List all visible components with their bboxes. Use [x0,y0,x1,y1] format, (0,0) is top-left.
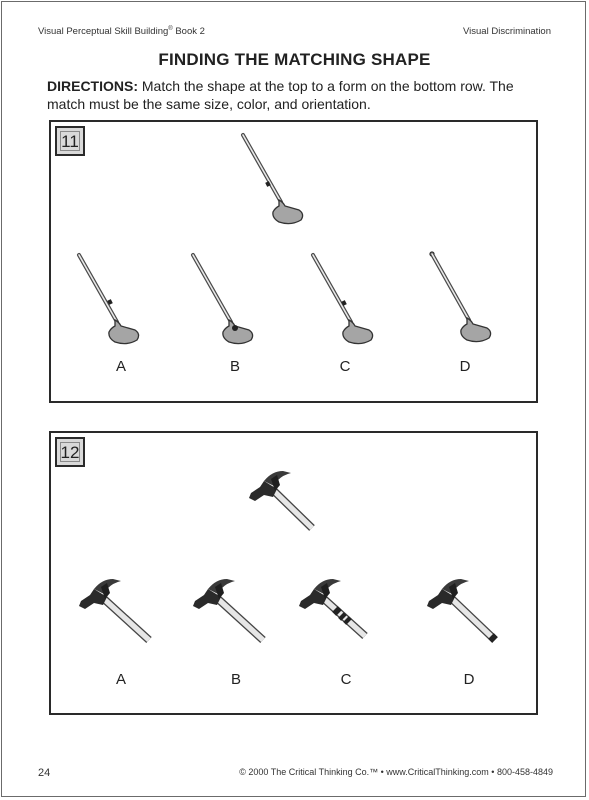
header-book-suffix: Book 2 [172,26,205,38]
option-a-hammer-icon[interactable] [77,573,153,643]
option-d-shovel-icon[interactable] [427,250,497,345]
copyright-line: © 2000 The Critical Thinking Co.™ • www.CriticalThinking.com • 800-458-4849 [239,767,553,777]
option-c-hammer-icon[interactable] [297,573,373,643]
registered-mark: ® [168,26,173,32]
option-c-label: C [339,358,351,375]
option-c-label: C [340,671,352,688]
directions-label: DIRECTIONS: [47,78,138,94]
option-b-label: B [229,358,240,375]
option-a-shovel-icon[interactable] [75,252,145,347]
header-book-title [38,26,205,37]
directions [47,77,552,113]
option-b-label: B [230,671,241,688]
problem-12-panel [49,431,538,715]
option-d-label: D [463,671,475,688]
header-section-title: Visual Discrimination [463,26,551,37]
directions-text: Match the shape at the top to a form on the bottom row. The match must be the same size, color, and orientation. [47,78,514,112]
option-b-hammer-icon[interactable] [191,573,267,643]
option-d-hammer-icon[interactable] [425,573,501,643]
option-a-label: A [115,671,126,688]
option-c-shovel-icon[interactable] [309,252,379,347]
target-hammer-icon [247,465,319,533]
target-shovel-icon [239,132,309,227]
header-book-title-text: Visual Perceptual Skill Building [38,26,169,38]
option-d-label: D [459,358,471,375]
problem-11-panel [49,120,538,403]
problem-number-badge: 12 [55,437,85,467]
option-a-label: A [115,358,126,375]
page-number: 24 [38,767,51,779]
problem-number-badge: 11 [55,126,85,156]
page-title: FINDING THE MATCHING SHAPE [158,50,431,69]
option-b-shovel-icon[interactable] [189,252,259,347]
